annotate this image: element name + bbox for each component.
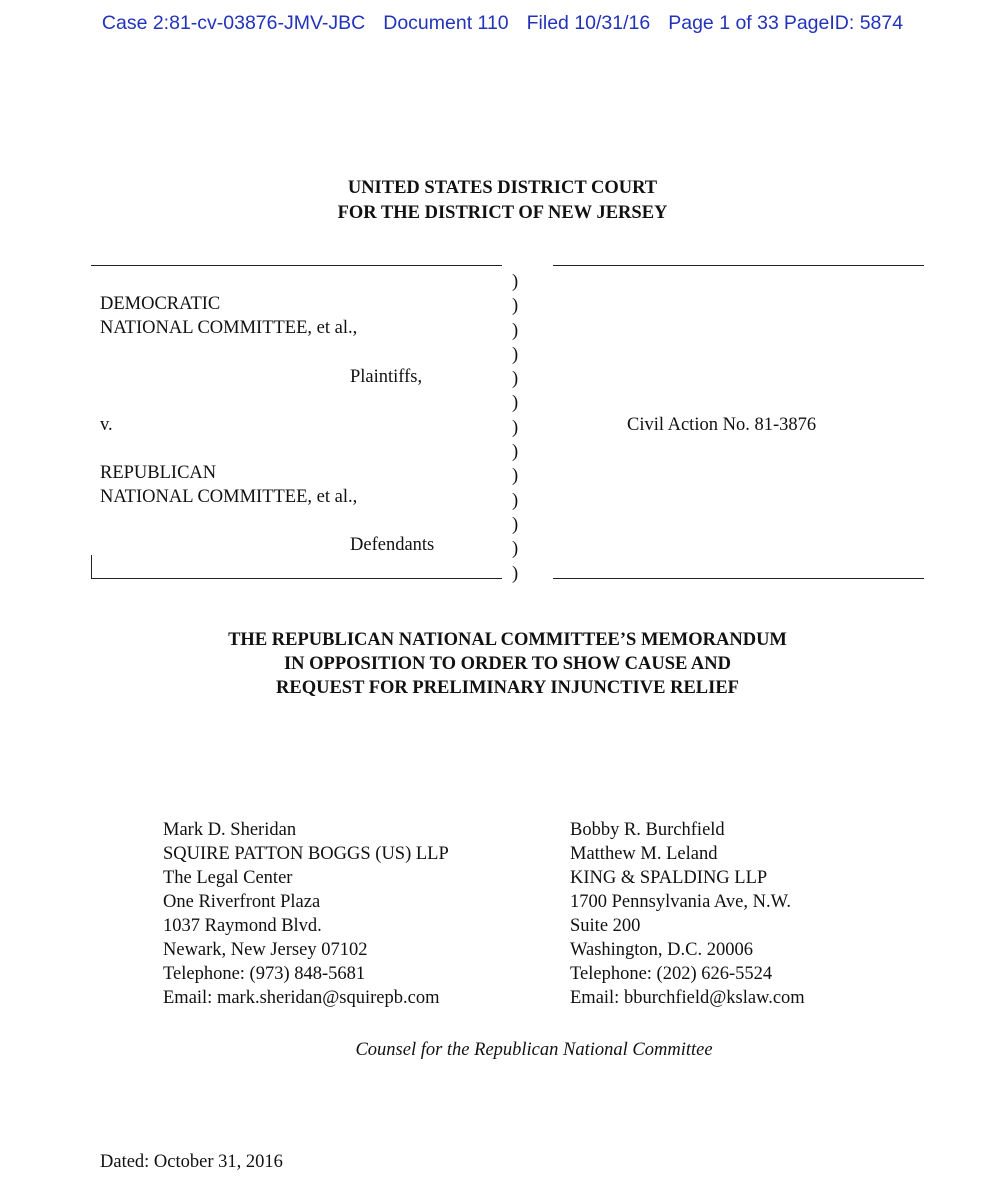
plaintiff-line2: NATIONAL COMMITTEE, et al., [100,318,358,338]
counsel-block-right [570,818,805,1010]
paren: ) [512,417,519,438]
paren: ) [512,272,519,292]
document-title-line1: THE REPUBLICAN NATIONAL COMMITTEE’S MEMORANDUM [228,630,787,650]
counsel-right-address: 1700 Pennsylvania Ave, N.W. [570,892,791,912]
filing-header [0,12,1005,35]
defendant-line1: REPUBLICAN [100,463,217,483]
counsel-left-firm: SQUIRE PATTON BOGGS (US) LLP [163,844,449,864]
defendant-line2: NATIONAL COMMITTEE, et al., [100,487,358,507]
counsel-right-firm: KING & SPALDING LLP [570,868,768,888]
caption-top-rule-right [553,265,924,266]
caption-top-rule [91,265,502,266]
civil-action-number: Civil Action No. 81-3876 [627,415,817,435]
caption-bottom-rule [91,578,502,579]
paren: ) [512,466,519,487]
paren: ) [512,490,519,511]
document-number: Document 110 [383,12,509,34]
case-number: Case 2:81-cv-03876-JMV-JBC [101,12,366,34]
plaintiff-role: Plaintiffs, [350,367,423,387]
page-id: PageID: 5874 [783,12,904,34]
caption-parentheses [512,270,518,586]
paren: ) [512,320,519,341]
paren: ) [512,393,519,414]
counsel-left-name: Mark D. Sheridan [163,820,297,840]
counsel-right-name: Bobby R. Burchfield [570,820,725,840]
counsel-right-city: Washington, D.C. 20006 [570,940,753,960]
paren: ) [512,296,519,317]
document-title-line3: REQUEST FOR PRELIMINARY INJUNCTIVE RELIEF [276,678,739,698]
paren: ) [512,514,519,535]
document-title-line2: IN OPPOSITION TO ORDER TO SHOW CAUSE AND [283,654,732,674]
document-title [0,628,1005,700]
counsel-block-left [163,818,449,1010]
court-name [0,176,1005,226]
counsel-role: Counsel for the Republican National Committee [355,1040,713,1060]
counsel-left-email: Email: mark.sheridan@squirepb.com [163,988,440,1008]
page-count: Page 1 of 33 [668,12,779,34]
counsel-right-email: Email: bburchfield@kslaw.com [570,988,805,1008]
defendant-role: Defendants [350,535,435,555]
filed-date: Filed 10/31/16 [526,12,651,34]
counsel-left-address: The Legal Center [163,868,293,888]
counsel-right-telephone: Telephone: (202) 626-5524 [570,964,773,984]
counsel-right-name: Matthew M. Leland [570,844,718,864]
dated-line: Dated: October 31, 2016 [100,1152,283,1172]
versus: v. [100,415,113,435]
paren: ) [512,369,519,390]
counsel-left-address: One Riverfront Plaza [163,892,321,912]
paren: ) [512,563,519,584]
counsel-right-address: Suite 200 [570,916,641,936]
court-name-line1: UNITED STATES DISTRICT COURT [347,178,658,198]
counsel-left-address: 1037 Raymond Blvd. [163,916,322,936]
caption-left-rule [91,555,92,578]
paren: ) [512,539,519,560]
paren: ) [512,442,519,463]
counsel-left-telephone: Telephone: (973) 848-5681 [163,964,366,984]
paren: ) [512,344,519,365]
caption-bottom-rule-right [553,578,924,579]
plaintiff-line1: DEMOCRATIC [100,294,221,314]
counsel-left-city: Newark, New Jersey 07102 [163,940,368,960]
court-name-line2: FOR THE DISTRICT OF NEW JERSEY [337,203,668,223]
